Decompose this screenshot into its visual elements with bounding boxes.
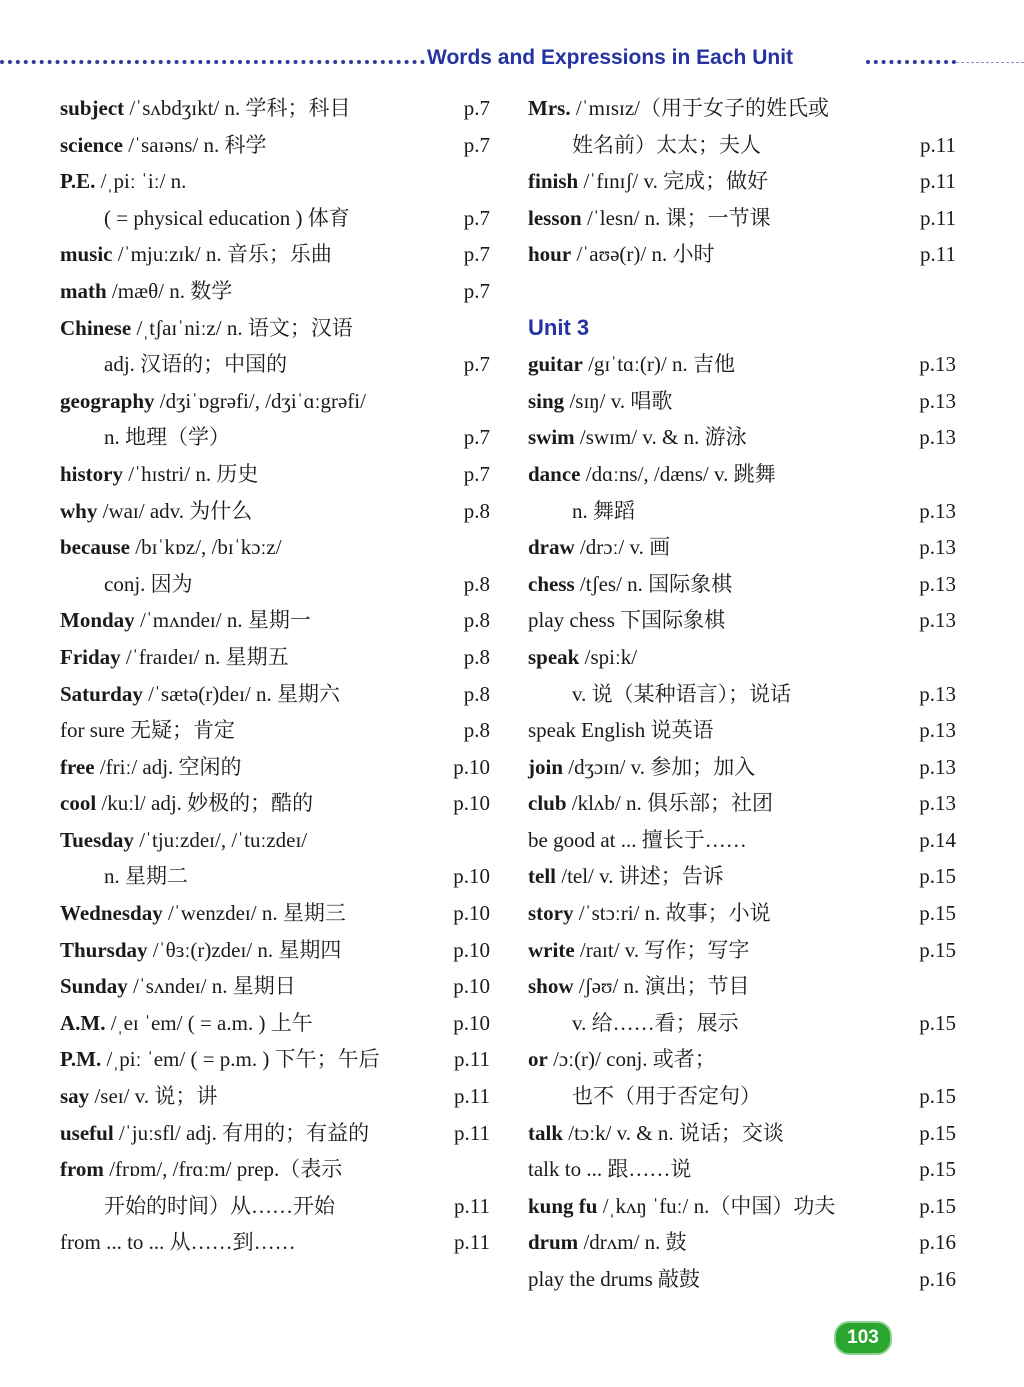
- vocab-entry-text: Thursday /ˈθɜː(r)zdeɪ/ n. 星期四: [60, 937, 342, 962]
- vocab-entry: [60, 90, 492, 127]
- vocab-entry: [60, 785, 492, 822]
- vocab-entry-page: p.15: [919, 901, 956, 926]
- vocab-entry-page: p.10: [453, 864, 490, 889]
- vocab-entry-text: speak /spiːk/: [528, 644, 638, 669]
- vocab-entry: [528, 639, 958, 676]
- vocab-entry-text: cool /kuːl/ adj. 妙极的；酷的: [60, 791, 314, 816]
- vocab-entry-text: because /bɪˈkɒz/, /bɪˈkɔːz/: [60, 535, 282, 560]
- vocab-entry: [528, 346, 958, 383]
- vocab-entry-page: p.7: [463, 352, 490, 377]
- vocab-entry-text: show /ʃəʊ/ n. 演出；节目: [528, 974, 750, 999]
- vocab-entry-page: p.13: [919, 571, 956, 596]
- vocab-entry-page: p.8: [463, 571, 490, 596]
- vocab-entry: [528, 1078, 958, 1115]
- vocab-entry-page: p.13: [919, 608, 956, 633]
- vocab-entry-text: club /klʌb/ n. 俱乐部；社团: [528, 791, 774, 816]
- vocab-entry-page: p.15: [919, 864, 956, 889]
- vocab-entry: [60, 1041, 492, 1078]
- vocab-entry-text: useful /ˈjuːsfl/ adj. 有用的；有益的: [60, 1120, 370, 1145]
- page-header: [0, 42, 1024, 82]
- vocab-entry-text: swim /swɪm/ v. & n. 游泳: [528, 425, 747, 450]
- vocab-entry: [528, 90, 958, 127]
- vocab-entry-text: Chinese /ˌtʃaɪˈniːz/ n. 语文；汉语: [60, 315, 353, 340]
- header-title: Words and Expressions in Each Unit: [427, 46, 794, 69]
- vocab-entry: [60, 1005, 492, 1042]
- vocab-entry: [60, 1188, 492, 1225]
- vocab-entry-page: p.7: [463, 205, 490, 230]
- vocab-entry-page: p.11: [454, 1084, 490, 1109]
- vocab-entry: [528, 822, 958, 859]
- vocab-entry-page: p.13: [919, 754, 956, 779]
- vocab-entry-page: p.10: [453, 791, 490, 816]
- vocab-entry-text: dance /dɑːns/, /dæns/ v. 跳舞: [528, 461, 776, 486]
- vocab-entry-page: p.13: [919, 791, 956, 816]
- vocab-entry-page: p.11: [920, 132, 956, 157]
- vocab-entry-page: p.10: [453, 754, 490, 779]
- vocab-entry: [60, 1115, 492, 1152]
- vocab-entry-page: p.7: [463, 425, 490, 450]
- vocab-entry-text: P.M. /ˌpiː ˈem/ ( = p.m. ) 下午；午后: [60, 1047, 380, 1072]
- vocab-entry-page: p.11: [920, 169, 956, 194]
- vocab-entry-page: p.13: [919, 352, 956, 377]
- vocab-entry-text: v. 给……看；展示: [572, 1010, 739, 1035]
- vocab-entry-text: Tuesday /ˈtjuːzdeɪ/, /ˈtuːzdeɪ/: [60, 827, 308, 852]
- vocab-entry: [528, 383, 958, 420]
- vocab-entry-text: history /ˈhɪstri/ n. 历史: [60, 461, 259, 486]
- vocab-entry: [60, 749, 492, 786]
- vocab-entry-text: drum /drʌm/ n. 鼓: [528, 1230, 687, 1255]
- vocab-entry: [60, 1224, 492, 1261]
- vocab-entry: [60, 676, 492, 713]
- vocab-entry-page: p.10: [453, 937, 490, 962]
- vocab-entry: [528, 1005, 958, 1042]
- vocab-entry: [60, 932, 492, 969]
- vocab-entry-text: geography /dʒiˈɒgrəfi/, /dʒiˈɑːgrəfi/: [60, 388, 366, 413]
- vocab-entry-text: music /ˈmjuːzɪk/ n. 音乐；乐曲: [60, 242, 332, 267]
- vocab-entry: [60, 127, 492, 164]
- vocab-entry-page: p.7: [463, 242, 490, 267]
- vocab-entry-page: p.7: [463, 132, 490, 157]
- vocab-entry-page: p.14: [919, 827, 956, 852]
- vocab-entry: [528, 419, 958, 456]
- vocab-entry-text: say /seɪ/ v. 说；讲: [60, 1084, 218, 1109]
- vocab-entry-text: story /ˈstɔːri/ n. 故事；小说: [528, 901, 771, 926]
- unit-heading-label: Unit 3: [528, 314, 590, 340]
- vocab-entry: [60, 456, 492, 493]
- vocab-entry: [60, 566, 492, 603]
- vocab-entry: [528, 529, 958, 566]
- vocab-entry-text: Sunday /ˈsʌndeɪ/ n. 星期日: [60, 974, 296, 999]
- vocab-entry-text: n. 舞蹈: [572, 498, 635, 523]
- vocab-entry-page: p.10: [453, 1010, 490, 1035]
- vocab-entry: [528, 1261, 958, 1298]
- vocab-entry-text: from /frɒm/, /frɑːm/ prep.（表示: [60, 1157, 343, 1182]
- vocab-entry-text: talk /tɔːk/ v. & n. 说话；交谈: [528, 1120, 784, 1145]
- vocab-entry-page: p.8: [463, 718, 490, 743]
- vocab-entry: [528, 456, 958, 493]
- vocab-entry-text: Mrs. /ˈmɪsɪz/（用于女子的姓氏或: [528, 96, 829, 120]
- vocab-entry-text: math /mæθ/ n. 数学: [60, 278, 233, 303]
- vocab-entry: [528, 676, 958, 713]
- vocab-entry: [60, 1078, 492, 1115]
- vocab-entry: [60, 858, 492, 895]
- vocab-entry: [528, 566, 958, 603]
- vocab-entry-page: p.11: [920, 242, 956, 267]
- vocab-entry-text: science /ˈsaɪəns/ n. 科学: [60, 132, 267, 157]
- header-dotted-rule: [0, 60, 425, 64]
- vocab-entry-page: p.7: [463, 96, 490, 120]
- vocab-entry-page: p.10: [453, 901, 490, 926]
- vocab-entry: [60, 346, 492, 383]
- vocab-entry-text: from ... to ... 从……到……: [60, 1230, 296, 1255]
- vocab-entry: [60, 419, 492, 456]
- vocab-entry-text: be good at ... 擅长于……: [528, 827, 747, 852]
- vocab-entry: [60, 1151, 492, 1188]
- vocab-entry: [528, 1041, 958, 1078]
- vocab-entry: [60, 602, 492, 639]
- vocab-entry: [528, 236, 958, 273]
- vocab-entry-text: write /raɪt/ v. 写作；写字: [528, 937, 750, 962]
- vocab-entry: [528, 932, 958, 969]
- vocab-entry: [528, 127, 958, 164]
- vocab-entry-text: adj. 汉语的；中国的: [104, 352, 288, 377]
- vocab-entry-text: lesson /ˈlesn/ n. 课；一节课: [528, 205, 771, 230]
- vocab-entry-page: p.13: [919, 388, 956, 413]
- vocab-entry-text: kung fu /ˌkʌŋ ˈfuː/ n.（中国）功夫: [528, 1193, 836, 1218]
- vocab-entry-page: p.15: [919, 1120, 956, 1145]
- vocab-entry-page: p.15: [919, 1193, 956, 1218]
- vocab-entry-text: Friday /ˈfraɪdeɪ/ n. 星期五: [60, 644, 289, 669]
- vocab-entry: [528, 968, 958, 1005]
- header-dotted-rule-right: [866, 60, 956, 64]
- vocab-entry-page: p.16: [919, 1267, 956, 1291]
- vocab-entry-page: p.15: [919, 1157, 956, 1182]
- vocab-entry: [60, 822, 492, 859]
- vocab-entry-page: p.10: [453, 974, 490, 999]
- vocab-entry-page: p.11: [920, 205, 956, 230]
- vocab-entry-text: Saturday /ˈsætə(r)deɪ/ n. 星期六: [60, 681, 340, 706]
- vocab-entry-text: v. 说（某种语言）；说话: [572, 681, 792, 706]
- vocab-entry: [528, 1188, 958, 1225]
- vocab-entry-text: 姓名前）太太；夫人: [572, 132, 761, 157]
- vocab-entry-page: p.13: [919, 498, 956, 523]
- vocab-entry-text: play chess 下国际象棋: [528, 608, 726, 633]
- header-dashed-rule: [956, 62, 1024, 63]
- vocab-entry-text: 也不（用于否定句）: [572, 1084, 761, 1109]
- vocab-entry-page: p.8: [463, 498, 490, 523]
- vocab-entry-text: ( = physical education ) 体育: [104, 205, 350, 230]
- vocab-entry-page: p.7: [463, 461, 490, 486]
- vocab-entry-page: p.15: [919, 937, 956, 962]
- vocab-entry-page: p.13: [919, 425, 956, 450]
- vocab-entry-text: guitar /gɪˈtɑː(r)/ n. 吉他: [528, 352, 735, 377]
- vocab-entry-page: p.8: [463, 608, 490, 633]
- vocab-entry: [528, 858, 958, 895]
- vocab-entry-page: p.11: [454, 1230, 490, 1255]
- vocab-entry: [60, 712, 492, 749]
- vocab-entry-text: A.M. /ˌeɪ ˈem/ ( = a.m. ) 上午: [60, 1010, 313, 1035]
- unit-heading: [528, 310, 958, 347]
- vocab-entry-page: p.13: [919, 718, 956, 743]
- vocab-entry: [60, 639, 492, 676]
- vocab-entry: [60, 236, 492, 273]
- vocab-entry: [528, 493, 958, 530]
- vocab-entry: [60, 529, 492, 566]
- vocab-entry: [528, 749, 958, 786]
- vocab-entry-text: join /dʒɔɪn/ v. 参加；加入: [528, 754, 756, 779]
- vocab-entry: [60, 310, 492, 347]
- vocab-entry: [528, 712, 958, 749]
- vocab-entry-text: why /waɪ/ adv. 为什么: [60, 498, 253, 523]
- vocab-entry: [528, 785, 958, 822]
- vocab-entry-text: finish /ˈfɪnɪʃ/ v. 完成；做好: [528, 169, 769, 194]
- right-vocabulary-column: [528, 90, 958, 1298]
- vocab-entry-page: p.7: [463, 278, 490, 303]
- vocab-entry-text: hour /ˈaʊə(r)/ n. 小时: [528, 242, 715, 267]
- vocab-entry: [60, 273, 492, 310]
- vocab-entry: [60, 493, 492, 530]
- vocab-entry-text: P.E. /ˌpiː ˈiː/ n.: [60, 169, 187, 194]
- vocab-entry-text: Monday /ˈmʌndeɪ/ n. 星期一: [60, 608, 311, 633]
- vocab-entry-text: n. 地理（学）: [104, 425, 230, 450]
- vocab-entry-text: talk to ... 跟……说: [528, 1157, 692, 1182]
- vocab-entry: [60, 383, 492, 420]
- vocab-entry: [528, 1151, 958, 1188]
- vocab-entry-text: n. 星期二: [104, 864, 188, 889]
- vocab-entry: [60, 163, 492, 200]
- vocab-entry-page: p.8: [463, 644, 490, 669]
- vocab-entry-page: p.15: [919, 1010, 956, 1035]
- vocab-entry-text: sing /sɪŋ/ v. 唱歌: [528, 388, 673, 413]
- vocab-entry: [60, 895, 492, 932]
- vocab-entry-page: p.15: [919, 1084, 956, 1109]
- vocab-entry: [528, 200, 958, 237]
- vocab-entry-page: p.11: [454, 1193, 490, 1218]
- vocab-entry-page: p.11: [454, 1120, 490, 1145]
- vocab-entry-text: for sure 无疑；肯定: [60, 718, 235, 743]
- vocab-entry-page: p.11: [454, 1047, 490, 1072]
- vocab-entry: [528, 1224, 958, 1261]
- vocab-entry-text: speak English 说英语: [528, 718, 714, 743]
- vocab-entry: [528, 602, 958, 639]
- vocab-entry-text: free /friː/ adj. 空闲的: [60, 754, 242, 779]
- vocab-entry-text: conj. 因为: [104, 571, 193, 596]
- vocab-entry-text: or /ɔː(r)/ conj. 或者；: [528, 1047, 716, 1072]
- vocab-entry-text: draw /drɔː/ v. 画: [528, 535, 671, 560]
- vocab-entry-page: p.13: [919, 535, 956, 560]
- page-number-badge: 103: [834, 1321, 892, 1355]
- vocab-entry-page: p.16: [919, 1230, 956, 1255]
- vocab-entry: [528, 895, 958, 932]
- left-vocabulary-column: [60, 90, 492, 1261]
- vocab-entry-text: chess /tʃes/ n. 国际象棋: [528, 571, 733, 596]
- vocab-entry-text: 开始的时间）从……开始: [104, 1193, 335, 1218]
- vocab-entry-text: tell /tel/ v. 讲述；告诉: [528, 864, 724, 889]
- vocab-entry: [60, 200, 492, 237]
- vocab-entry: [528, 1115, 958, 1152]
- vocab-entry: [528, 273, 958, 310]
- vocab-entry: [60, 968, 492, 1005]
- vocab-entry: [528, 163, 958, 200]
- vocab-entry-page: p.8: [463, 681, 490, 706]
- vocab-entry-text: play the drums 敲鼓: [528, 1267, 701, 1291]
- vocab-entry-page: p.13: [919, 681, 956, 706]
- vocab-entry-text: subject /ˈsʌbdʒɪkt/ n. 学科；科目: [60, 96, 351, 120]
- vocab-entry-text: Wednesday /ˈwenzdeɪ/ n. 星期三: [60, 901, 346, 926]
